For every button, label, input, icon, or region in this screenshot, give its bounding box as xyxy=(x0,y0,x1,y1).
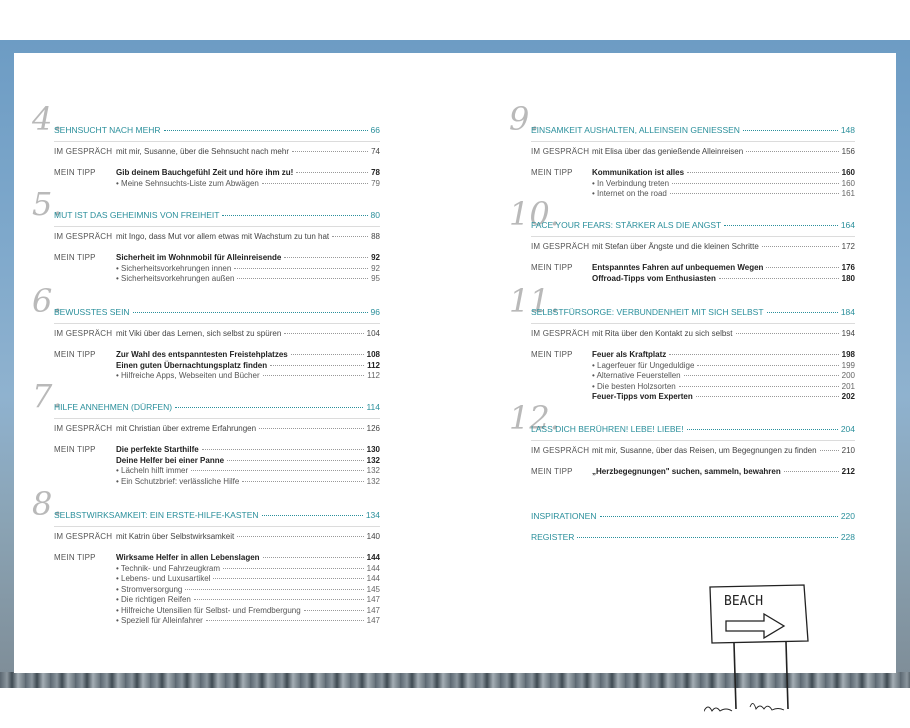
chapter-page: 114 xyxy=(366,402,380,412)
tipp-label: MEIN TIPP xyxy=(531,168,573,177)
tipp-entry xyxy=(592,168,855,177)
chapter-leader-dots xyxy=(164,130,368,131)
chapter-divider xyxy=(531,141,855,142)
tipp-subentry xyxy=(116,564,380,573)
gespraech-entry xyxy=(116,532,380,541)
tipp-leader-dots xyxy=(213,578,363,579)
tipp-title: • Meine Sehnsuchts-Liste zum Abwägen xyxy=(116,178,259,188)
tipp-page: 147 xyxy=(366,616,380,625)
chapter-leader-dots xyxy=(724,225,838,226)
chapter-number: 8. xyxy=(32,485,63,523)
chapter-page: 164 xyxy=(840,220,855,230)
tipp-title: • Ein Schutzbrief: verlässliche Hilfe xyxy=(116,476,240,486)
gespraech-title: mit mir, Susanne, über das Reisen, um Begegnungen zu finden xyxy=(592,446,817,455)
chapter-heading xyxy=(531,307,855,317)
sign-post-left xyxy=(734,643,736,709)
gespraech-page: 172 xyxy=(841,242,855,251)
tipp-subentry xyxy=(116,585,380,594)
chapter-number: 6. xyxy=(32,282,63,320)
tipp-subentry xyxy=(116,595,380,604)
tipp-page: 132 xyxy=(366,455,380,465)
chapter-heading xyxy=(531,125,855,135)
tipp-page: 144 xyxy=(366,563,380,573)
tipp-leader-dots xyxy=(242,481,363,482)
chapter-divider xyxy=(54,418,380,419)
tipp-entry xyxy=(116,445,380,454)
appendix-page: 228 xyxy=(840,532,855,542)
tipp-page: 132 xyxy=(366,466,380,475)
tipp-page: 78 xyxy=(371,168,380,177)
tipp-subentry xyxy=(116,606,380,615)
tipp-title: • Hilfreiche Apps, Webseiten und Bücher xyxy=(116,371,260,380)
tipp-leader-dots xyxy=(202,449,364,450)
tipp-page: 112 xyxy=(367,360,380,370)
chapter-heading xyxy=(54,402,380,412)
top-margin xyxy=(0,0,910,40)
tipp-label: MEIN TIPP xyxy=(54,445,96,454)
chapter-number: 10. xyxy=(509,195,560,233)
chapter-page: 96 xyxy=(370,307,380,317)
tipp-entry xyxy=(116,168,380,177)
tipp-leader-dots xyxy=(263,375,365,376)
chapter-divider xyxy=(531,236,855,237)
chapter-title: FACE YOUR FEARS: STÄRKER ALS DIE ANGST xyxy=(531,220,722,230)
gespraech-label: IM GESPRÄCH xyxy=(531,242,590,251)
gespraech-label: IM GESPRÄCH xyxy=(54,329,113,338)
tipp-leader-dots xyxy=(237,278,368,279)
chapter-leader-dots xyxy=(175,407,363,408)
tipp-page: 130 xyxy=(366,445,380,454)
tipp-subentry xyxy=(116,179,380,188)
tipp-leader-dots xyxy=(684,375,839,376)
tipp-subentry xyxy=(116,574,380,583)
tipp-leader-dots xyxy=(262,183,368,184)
tipp-entry xyxy=(592,274,855,283)
gespraech-title: mit Christian über extreme Erfahrungen xyxy=(116,424,257,433)
tipp-title: • Hilfreiche Utensilien für Selbst- und Fremdbergung xyxy=(116,605,301,615)
tipp-page: 147 xyxy=(366,595,380,604)
tipp-subentry xyxy=(116,616,380,625)
tipp-label: MEIN TIPP xyxy=(54,350,96,359)
gespraech-title: mit Ingo, dass Mut vor allem etwas mit Wachstum zu tun hat xyxy=(116,232,330,241)
tipp-label: MEIN TIPP xyxy=(54,553,96,562)
tipp-leader-dots xyxy=(194,599,364,600)
tipp-entry xyxy=(592,350,855,359)
tipp-page: 160 xyxy=(841,178,855,188)
chapter-divider xyxy=(54,526,380,527)
chapter-heading xyxy=(531,220,855,230)
tipp-label: MEIN TIPP xyxy=(531,263,573,272)
tipp-page: 176 xyxy=(841,263,855,272)
tipp-title: Entspanntes Fahren auf unbequemen Wegen xyxy=(592,263,764,272)
chapter-title: HILFE ANNEHMEN (DÜRFEN) xyxy=(54,402,173,412)
tipp-entry xyxy=(592,467,855,476)
tipp-title: Offroad-Tipps vom Enthusiasten xyxy=(592,273,716,283)
appendix-heading xyxy=(531,511,855,521)
gespraech-page: 88 xyxy=(371,232,380,241)
gespraech-page: 126 xyxy=(366,424,380,433)
tipp-title: • Sicherheitsvorkehrungen innen xyxy=(116,263,232,273)
tipp-entry xyxy=(116,456,380,465)
gespraech-label: IM GESPRÄCH xyxy=(54,532,113,541)
chapter-divider xyxy=(531,440,855,441)
tipp-page: 92 xyxy=(371,253,380,262)
tipp-subentry xyxy=(592,189,855,198)
tipp-page: 180 xyxy=(841,273,855,283)
chapter-divider xyxy=(54,323,380,324)
gespraech-title: mit Katrin über Selbstwirksamkeit xyxy=(116,532,235,541)
tipp-leader-dots xyxy=(670,193,839,194)
chapter-leader-dots xyxy=(133,312,368,313)
gespraech-page: 104 xyxy=(366,329,380,338)
chapter-title: SELBSTFÜRSORGE: VERBUNDENHEIT MIT SICH SELBST xyxy=(531,307,764,317)
chapter-number: 4. xyxy=(32,100,63,138)
gespraech-page: 210 xyxy=(841,446,855,455)
tipp-title: Zur Wahl des entspanntesten Freistehplatzes xyxy=(116,350,288,359)
tipp-leader-dots xyxy=(679,386,839,387)
appendix-heading xyxy=(531,532,855,542)
gespraech-leader-dots xyxy=(762,246,839,247)
chapter-page: 134 xyxy=(365,510,380,520)
tipp-entry xyxy=(116,350,380,359)
gespraech-leader-dots xyxy=(259,428,364,429)
tipp-title: • Stromversorgung xyxy=(116,584,183,594)
gespraech-title: mit Elisa über das genießende Alleinreisen xyxy=(592,147,744,156)
tipp-page: 132 xyxy=(366,476,380,486)
tipp-subentry xyxy=(116,371,380,380)
gespraech-page: 156 xyxy=(841,147,855,156)
chapter-heading xyxy=(54,210,380,220)
table-of-contents-spread xyxy=(14,53,896,673)
gespraech-title: mit Viki über das Lernen, sich selbst zu spüren xyxy=(116,329,282,338)
tipp-subentry xyxy=(592,179,855,188)
chapter-leader-dots xyxy=(743,130,838,131)
gespraech-label: IM GESPRÄCH xyxy=(531,147,590,156)
tipp-leader-dots xyxy=(191,470,363,471)
tipp-title: Sicherheit im Wohnmobil für Alleinreisende xyxy=(116,253,282,262)
tipp-page: 212 xyxy=(841,467,855,476)
tipp-label: MEIN TIPP xyxy=(54,168,96,177)
gespraech-leader-dots xyxy=(820,450,839,451)
tipp-title: Wirksame Helfer in allen Lebenslagen xyxy=(116,553,260,562)
tipp-title: • Lagerfeuer für Ungeduldige xyxy=(592,360,695,370)
tipp-entry xyxy=(116,253,380,262)
tipp-page: 198 xyxy=(841,350,855,359)
chapter-divider xyxy=(54,226,380,227)
tipp-page: 144 xyxy=(366,574,380,583)
gespraech-leader-dots xyxy=(292,151,368,152)
chapter-title: SELBSTWIRKSAMKEIT: EIN ERSTE-HILFE-KASTEN xyxy=(54,510,259,520)
tipp-title: Deine Helfer bei einer Panne xyxy=(116,455,225,465)
gespraech-entry xyxy=(592,329,855,338)
chapter-title: MUT IST DAS GEHEIMNIS VON FREIHEIT xyxy=(54,210,220,220)
chapter-title: BEWUSSTES SEIN xyxy=(54,307,130,317)
chapter-number: 7. xyxy=(32,377,63,415)
chapter-page: 204 xyxy=(840,424,855,434)
tipp-title: • Alternative Feuerstellen xyxy=(592,371,681,380)
tipp-page: 112 xyxy=(367,371,380,380)
tipp-title: Feuer als Kraftplatz xyxy=(592,350,667,359)
gespraech-label: IM GESPRÄCH xyxy=(531,329,590,338)
tipp-label: MEIN TIPP xyxy=(531,467,573,476)
tipp-subentry xyxy=(116,264,380,273)
chapter-leader-dots xyxy=(687,429,838,430)
tipp-page: 147 xyxy=(366,605,380,615)
tipp-title: • Technik- und Fahrzeugkram xyxy=(116,563,221,573)
chapter-number: 9. xyxy=(509,100,540,138)
tipp-page: 202 xyxy=(841,392,855,401)
tipp-page: 160 xyxy=(841,168,855,177)
gespraech-label: IM GESPRÄCH xyxy=(54,232,113,241)
gespraech-label: IM GESPRÄCH xyxy=(531,446,590,455)
appendix-leader-dots xyxy=(577,537,837,538)
sign-post-right xyxy=(786,642,788,709)
chapter-leader-dots xyxy=(262,515,363,516)
signature-scribble xyxy=(704,703,784,711)
tipp-leader-dots xyxy=(697,365,838,366)
tipp-entry xyxy=(116,361,380,370)
tipp-leader-dots xyxy=(687,172,839,173)
tipp-title: • Die richtigen Reifen xyxy=(116,595,191,604)
gespraech-entry xyxy=(116,147,380,156)
tipp-leader-dots xyxy=(227,460,364,461)
tipp-leader-dots xyxy=(291,354,364,355)
tipp-label: MEIN TIPP xyxy=(54,253,96,262)
tipp-title: • Sicherheitsvorkehrungen außen xyxy=(116,274,235,283)
tipp-leader-dots xyxy=(223,568,364,569)
chapter-number: 5. xyxy=(32,185,63,223)
appendix-title: REGISTER xyxy=(531,532,575,542)
tipp-title: • Lebens- und Luxusartikel xyxy=(116,574,211,583)
tipp-title: „Herzbegegnungen" suchen, sammeln, bewahren xyxy=(592,467,781,476)
tipp-title: • Internet on the road xyxy=(592,189,667,198)
gespraech-entry xyxy=(592,242,855,251)
tipp-page: 79 xyxy=(371,178,380,188)
tipp-subentry xyxy=(116,477,380,486)
tipp-title: • Lächeln hilft immer xyxy=(116,466,189,475)
tipp-leader-dots xyxy=(784,471,839,472)
chapter-leader-dots xyxy=(767,312,838,313)
tipp-leader-dots xyxy=(284,257,368,258)
tipp-leader-dots xyxy=(234,268,368,269)
tipp-subentry xyxy=(592,371,855,380)
chapter-heading xyxy=(54,510,380,520)
beach-sign-sketch xyxy=(704,581,834,721)
chapter-heading xyxy=(54,125,380,135)
gespraech-entry xyxy=(116,232,380,241)
gespraech-page: 194 xyxy=(841,329,855,338)
chapter-heading xyxy=(531,424,855,434)
gespraech-leader-dots xyxy=(237,536,363,537)
appendix-page: 220 xyxy=(840,511,855,521)
tipp-page: 95 xyxy=(371,274,380,283)
tipp-title: Feuer-Tipps vom Experten xyxy=(592,392,693,401)
tipp-page: 145 xyxy=(366,584,380,594)
tipp-label: MEIN TIPP xyxy=(531,350,573,359)
tipp-leader-dots xyxy=(263,557,364,558)
tipp-page: 144 xyxy=(366,553,380,562)
tipp-leader-dots xyxy=(719,278,839,279)
tipp-page: 200 xyxy=(841,371,855,380)
appendix-leader-dots xyxy=(600,516,838,517)
gespraech-page: 74 xyxy=(371,147,380,156)
tipp-leader-dots xyxy=(696,396,839,397)
tipp-subentry xyxy=(592,361,855,370)
gespraech-entry xyxy=(592,147,855,156)
tipp-subentry xyxy=(116,274,380,283)
sign-text: BEACH xyxy=(724,594,764,609)
tipp-title: Die perfekte Starthilfe xyxy=(116,445,199,454)
tipp-leader-dots xyxy=(296,172,368,173)
tipp-title: • Die besten Holzsorten xyxy=(592,381,676,391)
tipp-leader-dots xyxy=(185,589,363,590)
tipp-leader-dots xyxy=(672,183,839,184)
chapter-title: SEHNSUCHT NACH MEHR xyxy=(54,125,161,135)
gespraech-entry xyxy=(592,446,855,455)
tipp-leader-dots xyxy=(304,610,364,611)
tipp-title: Gib deinem Bauchgefühl Zeit und höre ihm zu! xyxy=(116,168,294,177)
tipp-leader-dots xyxy=(206,620,364,621)
chapter-title: EINSAMKEIT AUSHALTEN, ALLEINSEIN GENIESSEN xyxy=(531,125,740,135)
chapter-heading xyxy=(54,307,380,317)
tipp-page: 199 xyxy=(841,360,855,370)
tipp-entry xyxy=(592,263,855,272)
tipp-title: Kommunikation ist alles xyxy=(592,168,685,177)
tipp-entry xyxy=(116,553,380,562)
gespraech-leader-dots xyxy=(284,333,363,334)
tipp-page: 108 xyxy=(366,350,380,359)
tipp-page: 161 xyxy=(841,189,855,198)
chapter-number: 12. xyxy=(509,399,560,437)
chapter-divider xyxy=(531,323,855,324)
appendix-title: INSPIRATIONEN xyxy=(531,511,597,521)
gespraech-label: IM GESPRÄCH xyxy=(54,147,113,156)
tipp-leader-dots xyxy=(766,267,838,268)
chapter-page: 148 xyxy=(840,125,855,135)
gespraech-title: mit Rita über den Kontakt zu sich selbst xyxy=(592,329,733,338)
chapter-divider xyxy=(54,141,380,142)
gespraech-label: IM GESPRÄCH xyxy=(54,424,113,433)
gespraech-leader-dots xyxy=(746,151,838,152)
tipp-page: 92 xyxy=(371,263,380,273)
arrow-icon xyxy=(726,614,784,638)
tipp-page: 201 xyxy=(841,381,855,391)
chapter-page: 80 xyxy=(370,210,380,220)
chapter-page: 184 xyxy=(840,307,855,317)
tipp-leader-dots xyxy=(669,354,838,355)
tipp-subentry xyxy=(116,466,380,475)
chapter-page: 66 xyxy=(370,125,380,135)
tipp-leader-dots xyxy=(270,365,364,366)
gespraech-leader-dots xyxy=(736,333,839,334)
gespraech-leader-dots xyxy=(332,236,368,237)
tipp-subentry xyxy=(592,382,855,391)
chapter-leader-dots xyxy=(222,215,367,216)
tipp-title: Einen guten Übernachtungsplatz finden xyxy=(116,360,268,370)
gespraech-entry xyxy=(116,329,380,338)
gespraech-title: mit Stefan über Ängste und die kleinen Schritte xyxy=(592,242,759,251)
gespraech-page: 140 xyxy=(366,532,380,541)
tipp-title: • Speziell für Alleinfahrer xyxy=(116,616,203,625)
tipp-title: • In Verbindung treten xyxy=(592,178,670,188)
tipp-entry xyxy=(592,392,855,401)
gespraech-entry xyxy=(116,424,380,433)
chapter-title: LASS DICH BERÜHREN! LEBE! LIEBE! xyxy=(531,424,684,434)
chapter-number: 11. xyxy=(509,282,560,320)
gespraech-title: mit mir, Susanne, über die Sehnsucht nach mehr xyxy=(116,147,289,156)
